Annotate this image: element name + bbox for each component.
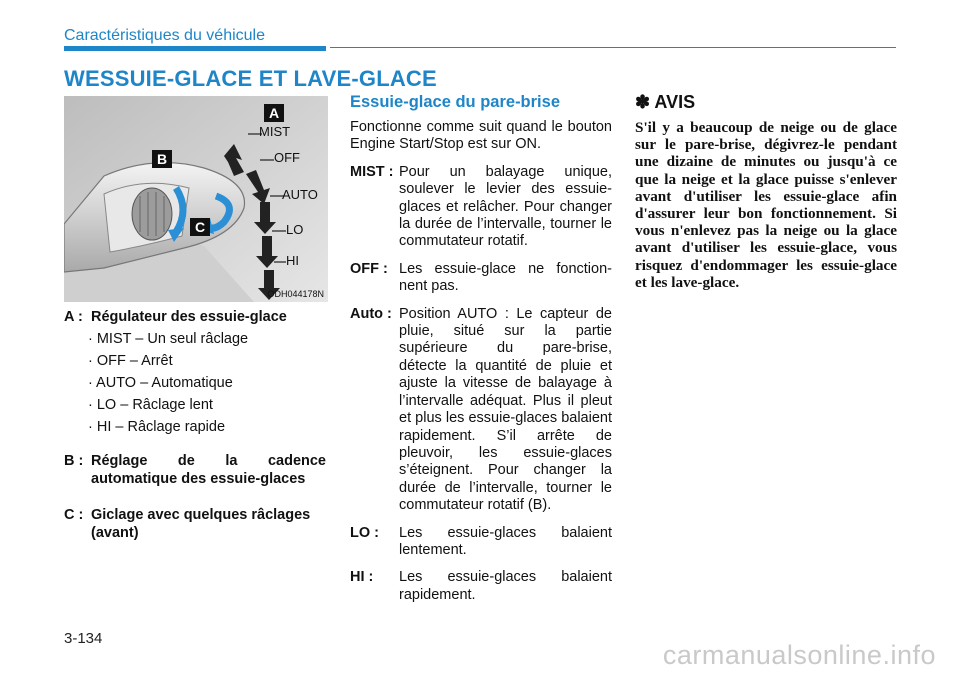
mode-row [350,306,612,515]
header-rule-thick [64,46,326,51]
mode-row [350,569,612,604]
figure-code: ODH044178N [267,289,324,299]
section-header-label: Caractéristiques du véhicule [64,27,265,44]
legend-b [64,452,326,488]
legend-bullet: · MIST – Un seul râclage [88,331,249,347]
mode-text: Les essuie-glaces balaient rapidement. [399,569,612,603]
legend-b-key: B : [64,453,84,469]
notice-title: ✽ AVIS [635,92,696,112]
legend-a [64,308,326,326]
label-off: OFF [274,150,300,165]
legend-bullet: · OFF – Arrêt [88,353,173,369]
mode-row [350,164,612,251]
legend-column [64,308,326,542]
marker-c: C [194,219,206,235]
legend-bullet: · LO – Râclage lent [88,397,213,413]
mode-key: MIST : [350,163,394,180]
intro-paragraph: Fonctionne comme suit quand le bouton Engine Start/Stop est sur ON. [350,119,612,153]
marker-a: A [268,105,280,121]
windshield-wiper-title: Essuie-glace du pare-brise [350,93,560,111]
mode-text: Pour un balayage unique, soulever le levier des essuie-glaces et relâcher. Pour changer la durée de l’intervalle, tourner le commutateur rotatif. [399,163,612,250]
wiper-lever-illustration [64,96,328,302]
label-mist: MIST [259,124,291,139]
label-lo: LO [286,222,304,237]
mode-text: Les essuie-glace ne fonction-nent pas. [399,260,612,295]
page-number: 3-134 [64,630,103,647]
section-title: WESSUIE-GLACE ET LAVE-GLACE [64,66,437,91]
header-rule-thin [330,47,896,48]
wiper-lever-figure [64,96,328,302]
marker-b: B [156,151,168,167]
mode-row [350,261,612,296]
windshield-wiper-body [350,119,612,614]
legend-c [64,506,326,542]
mode-key: HI : [350,569,374,586]
mode-text: Position AUTO : Le capteur de pluie, situé sur la partie supérieure du pare-brise, détecte la quantité de pluie et ajuste la vitesse de balayage à l’intervalle adéquat. Plus il pleut et plus les essuie-glaces balaient rapidement. S’il arrête de pleuvoir, les essuie-glaces s’éteignent. Pour changer la durée de l’intervalle, tourner le commutateur rotatif (B). [399,305,612,514]
legend-bullet: · AUTO – Automatique [88,375,233,391]
label-auto: AUTO [282,187,318,202]
watermark: carmanualsonline.info [662,640,936,670]
legend-a-text: Régulateur des essuie-glace [91,309,287,325]
mode-text: Les essuie-glaces balaient lentement. [399,524,612,558]
legend-bullet: · HI – Râclage rapide [88,419,226,435]
legend-a-key: A : [64,309,83,325]
mode-key: OFF : [350,260,388,277]
notice-text: S'il y a beaucoup de neige ou de glace sur le pare-brise, dégivrez-le pendant une dizaine de minutes ou jusqu'à ce que la neige et la glace puisse s'enlever avant d'utiliser les essuie-glace afin d'assurer leur bon fonctionnement. Si vous n'enlevez pas la neige ou la glace avant d'utiliser les essuie-glace, vous risquez d'endommager les essuie-glace et les lave-glace. [635,119,897,291]
legend-c-key: C : [64,507,84,523]
legend-b-text: Réglage de la cadence automatique des essuie-glaces [91,453,326,487]
legend-c-text: Giclage avec quelques râclages (avant) [91,507,311,541]
mode-key: Auto : [350,305,392,322]
mode-row [350,525,612,560]
mode-key: LO : [350,524,379,541]
label-hi: HI [286,253,299,268]
